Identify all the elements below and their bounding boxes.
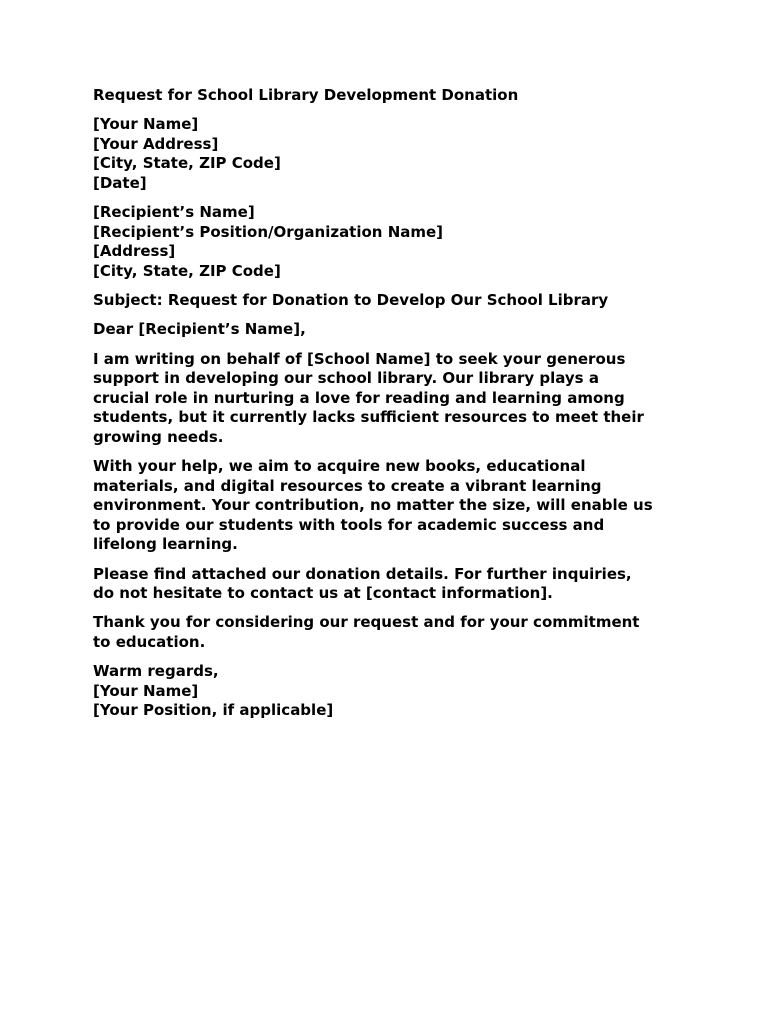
body-paragraph-4 [93,613,693,652]
subject-line [93,291,693,311]
paragraph-line: crucial role in nurturing a love for reading and learning among [93,388,625,407]
sender-name: [Your Name] [93,115,199,134]
paragraph-line: With your help, we aim to acquire new books, educational [93,457,586,476]
paragraph-line: lifelong learning. [93,535,238,554]
recipient-address: [Address] [93,242,176,261]
closing-signature-block [93,662,693,721]
letter-date: [Date] [93,173,147,192]
recipient-name: [Recipient’s Name] [93,203,255,222]
signer-position: [Your Position, if applicable] [93,701,334,720]
letter-document [93,86,693,731]
paragraph-line: I am writing on behalf of [School Name] to seek your generous [93,349,626,368]
sender-address-block [93,115,693,193]
paragraph-line: Thank you for considering our request and for your commitment [93,613,640,632]
closing-phrase: Warm regards, [93,662,219,681]
body-paragraph-1 [93,350,693,448]
recipient-address-block [93,203,693,281]
paragraph-line: do not hesitate to contact us at [contact information]. [93,584,553,603]
paragraph-line: to provide our students with tools for academic success and [93,515,605,534]
sender-address: [Your Address] [93,134,219,153]
sender-city-state-zip: [City, State, ZIP Code] [93,154,281,173]
paragraph-line: materials, and digital resources to create a vibrant learning [93,476,602,495]
recipient-position: [Recipient’s Position/Organization Name] [93,222,444,241]
salutation [93,320,693,340]
paragraph-line: environment. Your contribution, no matter the size, will enable us [93,496,653,515]
paragraph-line: support in developing our school library. Our library plays a [93,369,599,388]
paragraph-line: to education. [93,633,206,651]
salutation-text: Dear [Recipient’s Name], [93,320,306,339]
signer-name: [Your Name] [93,681,199,700]
recipient-city-state-zip: [City, State, ZIP Code] [93,261,281,280]
letter-title [93,86,693,106]
subject-text: Subject: Request for Donation to Develop Our School Library [93,291,609,310]
body-paragraph-3 [93,565,693,604]
body-paragraph-2 [93,457,693,555]
paragraph-line: Please find attached our donation details. For further inquiries, [93,564,632,583]
title-line: Request for School Library Development Donation [93,86,519,104]
paragraph-line: students, but it currently lacks sufficient resources to meet their [93,408,644,427]
paragraph-line: growing needs. [93,427,224,446]
